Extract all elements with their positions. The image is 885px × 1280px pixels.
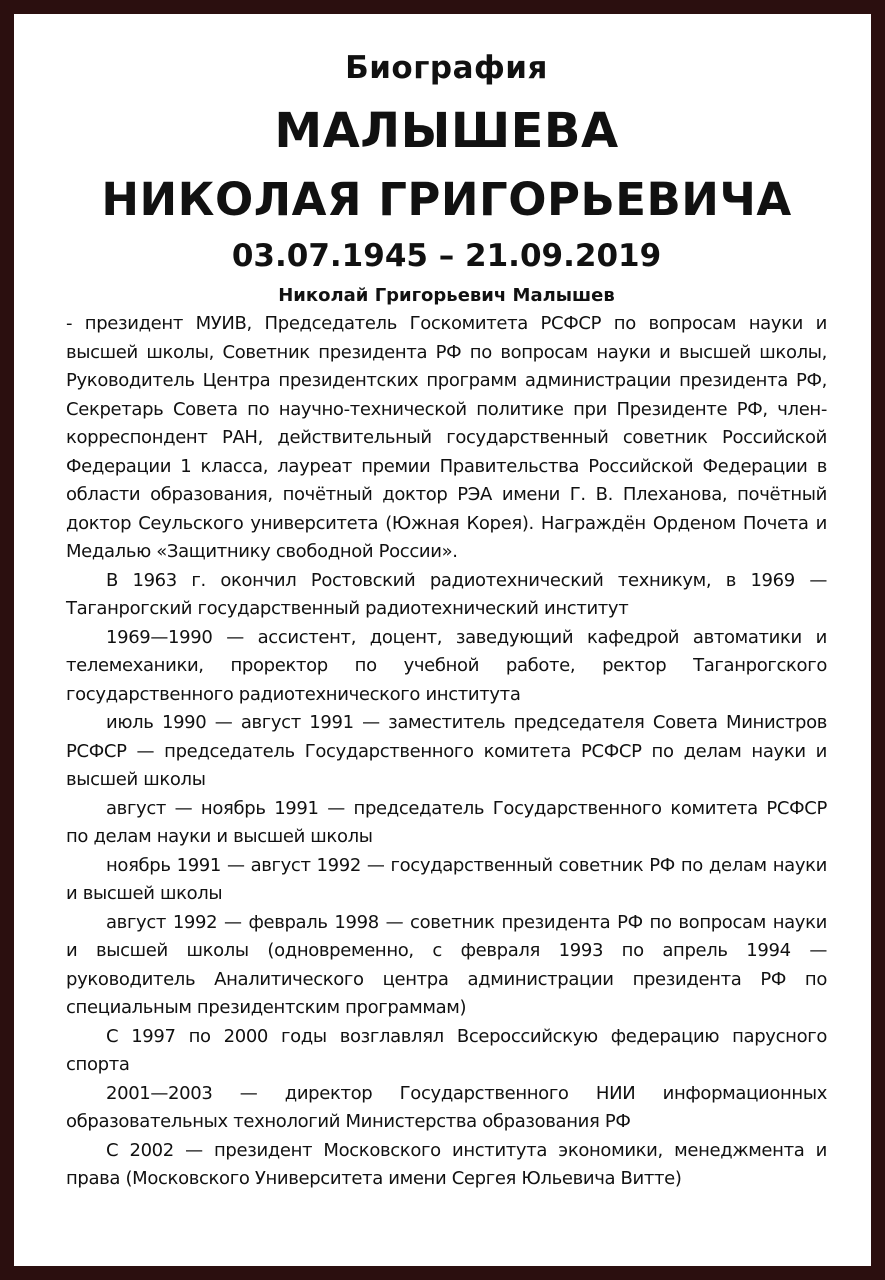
biography-content: [66, 40, 827, 1194]
paragraph-sailing: С 1997 по 2000 годы возглавлял Всероссийскую федерацию парусного спорта: [66, 1025, 827, 1075]
biography-text: [66, 310, 827, 1194]
paragraph-1969-1990: 1969—1990 — ассистент, доцент, заведующий кафедрой автоматики и телемеханики, проректор по учебной работе, ректор Таганрогского государственного радиотехнического института: [66, 626, 827, 705]
paragraph-2002: С 2002 — президент Московского института экономики, менеджмента и права (Московского Университета имени Сергея Юльевича Витте): [66, 1139, 827, 1189]
paragraph-2001-2003: 2001—2003 — директор Государственного НИИ информационных образовательных технологий Министерства образования РФ: [66, 1082, 827, 1132]
biography-label: Биография: [345, 50, 548, 86]
paragraph-1990-1991: июль 1990 — август 1991 — заместитель председателя Совета Министров РСФСР — председатель Государственного комитета РСФСР по делам науки и высшей школы: [66, 712, 827, 790]
life-dates: 03.07.1945 – 21.09.2019: [231, 238, 662, 274]
paragraph-1991-1992: ноябрь 1991 — август 1992 — государственный советник РФ по делам науки и высшей школы: [66, 854, 827, 904]
paragraph-1991-committee: август — ноябрь 1991 — председатель Государственного комитета РСФСР по делам науки и высшей школы: [66, 797, 827, 847]
paragraph-education: В 1963 г. окончил Ростовский радиотехнический техникум, в 1969 — Таганрогский государственный радиотехнический институт: [66, 569, 827, 619]
name-heading: НИКОЛАЯ ГРИГОРЬЕВИЧА: [101, 173, 792, 226]
intro-paragraph: - президент МУИВ, Председатель Госкомитета РСФСР по вопросам науки и высшей школы, Советник президента РФ по вопросам науки и высшей школы, Руководитель Центра президентских программ администрации президента РФ, Секретарь Совета по научно-технической политике при Президенте РФ, член-корреспондент РАН, действительный государственный советник Российской Федерации 1 класса, лауреат премии Правительства Российской Федерации в области образования, почётный доктор РЭА имени Г. В. Плеханова, почётный доктор Сеульского университета (Южная Корея). Награждён Орденом Почета и Медалью «Защитнику свободной России».: [66, 313, 827, 562]
paragraph-1992-1998: август 1992 — февраль 1998 — советник президента РФ по вопросам науки и высшей школы (одновременно, с февраля 1993 по апрель 1994 — руководитель Аналитического центра администрации президента РФ по специальным президентским программам): [66, 911, 827, 1018]
subject-name: Николай Григорьевич Малышев: [278, 285, 615, 306]
surname-heading: МАЛЫШЕВА: [274, 103, 619, 159]
